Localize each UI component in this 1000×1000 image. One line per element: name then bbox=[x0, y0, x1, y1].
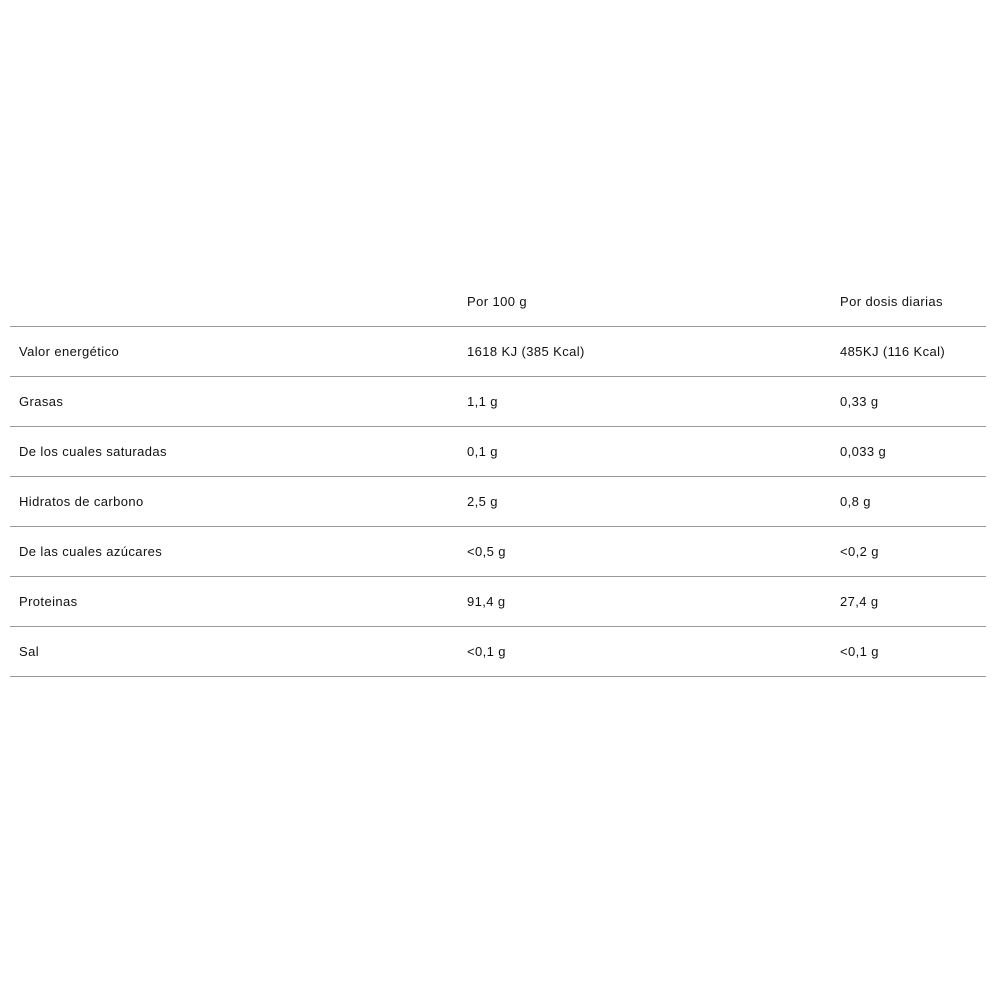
nutrient-name: Hidratos de carbono bbox=[19, 494, 144, 509]
table-row bbox=[10, 477, 986, 527]
value-per-100g: 0,1 g bbox=[467, 444, 498, 459]
nutrition-table bbox=[10, 277, 986, 677]
value-per-100g: 1,1 g bbox=[467, 394, 498, 409]
table-row bbox=[10, 427, 986, 477]
table-row bbox=[10, 577, 986, 627]
table-row bbox=[10, 327, 986, 377]
value-per-daily-dose: 0,33 g bbox=[840, 394, 879, 409]
value-per-100g: 91,4 g bbox=[467, 594, 506, 609]
nutrient-name: De las cuales azúcares bbox=[19, 544, 163, 559]
table-row bbox=[10, 627, 986, 677]
table-row bbox=[10, 377, 986, 427]
header-per-daily-dose: Por dosis diarias bbox=[840, 294, 943, 309]
value-per-daily-dose: <0,1 g bbox=[840, 644, 879, 659]
value-per-daily-dose: <0,2 g bbox=[840, 544, 879, 559]
value-per-daily-dose: 27,4 g bbox=[840, 594, 879, 609]
value-per-daily-dose: 0,8 g bbox=[840, 494, 871, 509]
value-per-100g: <0,1 g bbox=[467, 644, 506, 659]
header-per-100g: Por 100 g bbox=[467, 294, 527, 309]
table-header-row bbox=[10, 277, 986, 327]
nutrient-name: De los cuales saturadas bbox=[19, 444, 167, 459]
value-per-100g: 2,5 g bbox=[467, 494, 498, 509]
nutrient-name: Valor energético bbox=[19, 344, 120, 359]
nutrient-name: Grasas bbox=[19, 394, 64, 409]
value-per-100g: <0,5 g bbox=[467, 544, 506, 559]
nutrient-name: Sal bbox=[19, 644, 39, 659]
value-per-daily-dose: 0,033 g bbox=[840, 444, 887, 459]
value-per-daily-dose: 485KJ (116 Kcal) bbox=[840, 344, 946, 359]
table-row bbox=[10, 527, 986, 577]
value-per-100g: 1618 KJ (385 Kcal) bbox=[467, 344, 585, 359]
nutrient-name: Proteinas bbox=[19, 594, 78, 609]
